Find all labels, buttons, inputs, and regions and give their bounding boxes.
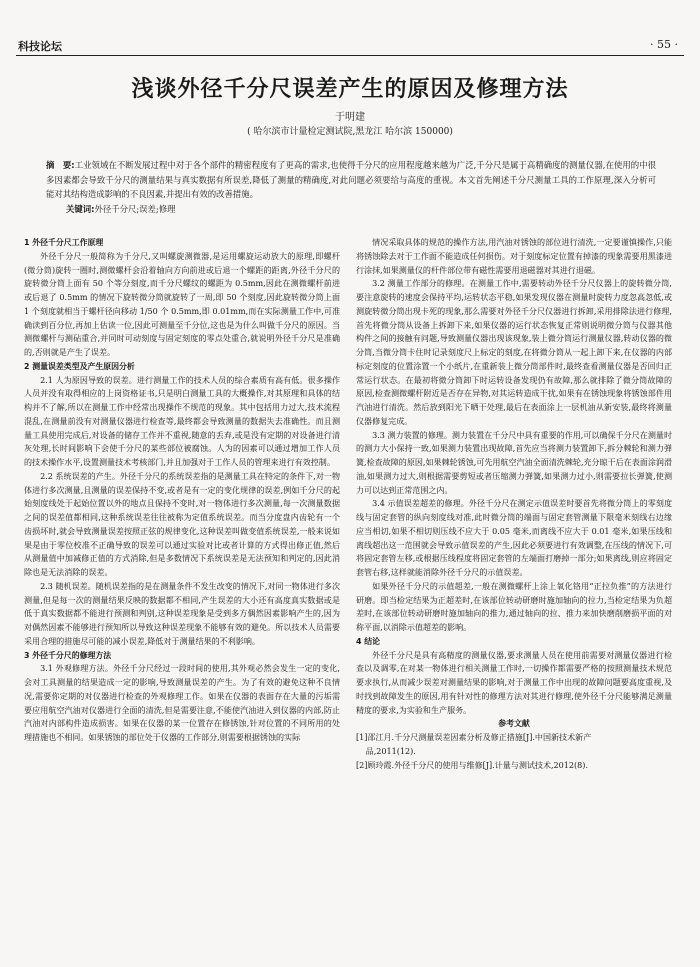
- author-affiliation: ( 哈尔滨市计量检定测试院,黑龙江 哈尔滨 150000): [247, 127, 453, 137]
- reference-item: [2]顾玲霞.外径千分尺的使用与维修[J].计量与测试技术,2012(8).: [356, 760, 588, 770]
- left-paragraph: 外径千分尺一般简称为千分尺,又叫螺旋测微器,是运用螺旋运动放大的原理,即螺杆(微分筒)旋转一圈时,测微螺杆会沿着轴向方向前进或后退一个螺距的距离,外径千分尺的旋转微分筒上面有 50 个等分刻度,而千分尺螺纹的螺距为 0.5mm,因此在测微螺杆前进或后退了 0.5mm 的情况下旋转微分筒就旋转了一周,即 50 个刻度,因此旋转微分筒上面 1 个刻度就相当于螺杆径向移动 1/50 个 0.5mm,即 0.01mm,而在实际测量工作中,可准确读到百分位,再加上估读一位,因此可测量至千分位,这也是为什么叫做千分尺的原因。当测微螺杆与测砧重合,并同时可动刻度与固定刻度的零点处重合,就说明外径千分尺是准确的,否则就是产生了误差。: [24, 251, 340, 357]
- header-divider: [16, 55, 684, 56]
- right-paragraph: 如果外径千分尺的示值超差,一般在测微螺杆上涂上氧化铬用“正拉负推”的方法进行研磨。即当检定结果为正超差时,在该部位转动研磨时施加轴向的拉力,当检定结果为负超差时,在该部位转动研磨时施加轴向的推力,通过轴向的拉、推力来加快磨削磨损平面的对称平面,以消除示值超差的影响。: [356, 581, 672, 632]
- article-author: 于明建: [335, 112, 365, 123]
- page-number: · 55 ·: [650, 38, 678, 51]
- abstract-text: 工业领域在不断发展过程中对于各个部件的精密程度有了更高的需求,也使得千分尺的应用程度越来越为广泛,千分尺是属于高精确度的测量仪器,在使用的中很多因素都会导致千分尺的测量结果与真实数据有所误差,降低了测量的精确度,对此问题必须要给与高度的重视。本文首先阐述千分尺测量工具的工作原理,深入分析可能对其结构造成影响的不良因素,并提出有效的改善措施。: [46, 160, 656, 199]
- keywords-label: 关键词:: [66, 204, 95, 214]
- right-paragraph: 情况采取具体的规范的操作方法,用汽油对锈蚀的部位进行清洗,一定要谨慎操作,只能将锈蚀除去对于工作面不能造成任何损伤。对于刻度标定位置有掉漆的现象需要用黑漆进行涂抹,如果测量仪的杆件部位带有磁性需要用退磁器对其进行退磁。: [356, 238, 672, 275]
- right-section-heading: 4 结论: [356, 636, 381, 646]
- right-paragraph: 3.3 测力装置的修理。测力装置在千分尺中具有重要的作用,可以确保千分尺在测量时的测力大小保持一致,如果测力装置出现故障,首先应当将测力装置卸下,拆分棘轮和测力弹簧,检查故障的原因,如果棘轮锈蚀,可先用航空汽油全面清洗棘轮,充分晾干后在表面涂润滑油,如果测力过大,则根据需要剪短或者压缩测力弹簧,如果测力过小,则需要拉长弹簧,使测力可以达到正常范围之内。: [356, 430, 673, 495]
- right-paragraph: 外径千分尺是具有高精度的测量仪器,要求测量人员在使用前需要对测量仪器进行检查以及调零,在对某一物体进行相关测量工作时,一切操作都需要严格的按照测量技术规范要求执行,从而减少误差对测量结果的影响,对于测量工作中出现的故障问题要高度重视,及时找到故障发生的原因,用有针对性的修理方法对其进行修理,使外径千分尺能够满足测量精度的要求,为实验和生产服务。: [356, 650, 672, 715]
- abstract-label: 摘 要:: [46, 160, 75, 170]
- left-paragraph: 2.3 随机误差。随机误差指的是在测量条件不发生改变的情况下,对同一物体进行多次测量,但是每一次的测量结果反映的数据都不相同,产生误差的大小还有高度真实数据或是低于真实数据都不能进行预测和判别,这种误差现象是受到多方偶然因素影响产生的,因为对偶然因素不能够进行预知所以导致这种误差现象不能够有效的避免。所以技术人员需要采用合理的措施尽可能的减小误差,降低对于测量结果的不利影响。: [24, 581, 340, 646]
- keywords: [66, 202, 176, 216]
- article-title: 浅谈外径千分尺误差产生的原因及修理方法: [131, 77, 569, 102]
- right-paragraph: 3.2 测量工作部分的修理。在测量工作中,需要转动外径千分尺仪器上的旋转微分筒,要注意旋转的速度会保持平均,运转状态平稳,如果发现仪器在测量时旋转力度忽高忽低,或测旋转微分筒出现卡死的现象,那么需要对外径千分尺仪器进行拆卸,采用排除法进行修理,首先将微分筒从设备上拆卸下来,如果仪器的运行状态恢复正常则说明微分筒与仪器其他构件之间的接触有问题,导致测量仪器出现该现象,装上微分筒运行测量仪器,转动仪器的微分筒,当微分筒卡住时记录刻度尺上标定的刻度,在将微分筒从一起上卸下来,在仪器的内部标定刻度的位置涂置一个小纸片,在重新装上微分筒部件时,最终查看测量仪器是否回归正常运行状态。在最初将微分筒卸下时运转设备发现仍有故障,那么就排除了微分筒故障的原因,检查测微螺杆附近是否存在异物,对其运转造成干扰,如果有在锈蚀现象将锈蚀部件用汽油进行清洗。然后放到阳光下晒干处理,最后在表面涂上一层机油从新安装,最终将测量仪器修复完成。: [356, 279, 672, 426]
- keywords-text: 外径千分尺;误差;修理: [94, 204, 176, 214]
- left-section-heading: 3 外径千分尺的修理方法: [24, 650, 112, 660]
- reference-item: [1]邵江月.千分尺测量误差因素分析及修正措施[J].中国新技术新产: [356, 733, 592, 742]
- left-paragraph: 3.1 外观修理方法。外径千分尺经过一段时间的使用,其外观必然会发生一定的变化,会对工具测量的结果造成一定的影响,导致测量误差的产生。为了有效的避免这种不良情况,需要你定期的对仪器进行检查的外观修理工作。如果在仪器的表面存在大量的污垢需要应用航空汽油对仪器进行全面的清洗,但是需要注意,不能使汽油进入到仪器的内部,防止汽油对内部构件造成损害。如果在仪器的某一位置存在修锈蚀,针对位置的不同所用的处理措施也不相同。如果锈蚀的部位处于仪器的工作部分,则需要根据锈蚀的实际: [24, 664, 340, 742]
- right-column: [356, 236, 672, 772]
- abstract: [46, 158, 656, 202]
- left-paragraph: 2.2 系统误差的产生。外径千分尺的系统误差指的是测量工具在特定的条件下,对一物体进行多次测量,且测量的误差保持不变,或者是有一定的变化规律的误差,例如千分尺的起始刻度线处于起始位置以外的地点且保持不变时,对一物体进行多次测量,每一次测量数据之间的误差值都相同,这种系统误差往往被称为定值系统误差。而当分度盘内齿轮有一个齿损坏时,就会导致测量误差按照正弦的规律变化,这种误差叫做变值系统误差,一般来说如果是由于零位校准不正确导致的误差可以通过实验对比或者计算的方式得出修正值,然后从测量值中加减修正值的方式消除,但是多数情况下系统误差是无法预知和判定的,因此消除也是无法消除的误差。: [24, 471, 340, 577]
- left-section-heading: 2 测量误差类型及产生原因分析: [24, 361, 135, 371]
- reference-item-continued: 品,2011(12).: [365, 746, 416, 756]
- left-column: [24, 236, 340, 745]
- left-paragraph: 2.1 人为原因导致的误差。进行测量工作的技术人员的综合素质有高有低。很多操作人员并没有取得相应的上岗资格证书,只是明白测量工具的大概操作,对其原理和具体的结构并不了解,所以在测量工作中经常出现操作不规范的现象。其中包括用力过大,技术流程混乱,在测量前没有对测量仪器进行检查等,最终都会导致测量的数据失去准确性。而且测量工具使用完成后,对设备的储存工作并不重视,随意的丢弃,或是没有定期的对设备进行清灰处理,长时间影响下会使千分尺的某些部位被腐蚀。人为的因素可以通过增加工作人员的技术操作水平,设置测量技术考核部门,并且加强对于工作人员的管理来进行有效控制。: [24, 375, 340, 467]
- references-heading: 参考文献: [498, 719, 530, 729]
- left-section-heading: 1 外径千分尺工作原理: [24, 238, 104, 247]
- right-paragraph: 3.4 示值误差超差的修理。外径千分尺在测定示值误差时要首先将微分筒上的零刻度线与固定套管的纵向刻度线对准,此时微分筒的端面与固定套管测量下限毫米刻线右边缘应当相切,如果不相切则压线不应大于 0.05 毫米,而离线不应大于 0.01 毫米,如果压线和离线超出这一范围就会导致示值误差的产生,因此必须要进行有效调整,在压线的情况下,可将固定套管左移,或根据压线程度将固定套管的左端面打磨掉一部分;如果离线,则应将固定套管右移,这样就能消除外径千分尺的示值误差。: [356, 499, 672, 577]
- journal-section-label: 科技论坛: [18, 40, 62, 53]
